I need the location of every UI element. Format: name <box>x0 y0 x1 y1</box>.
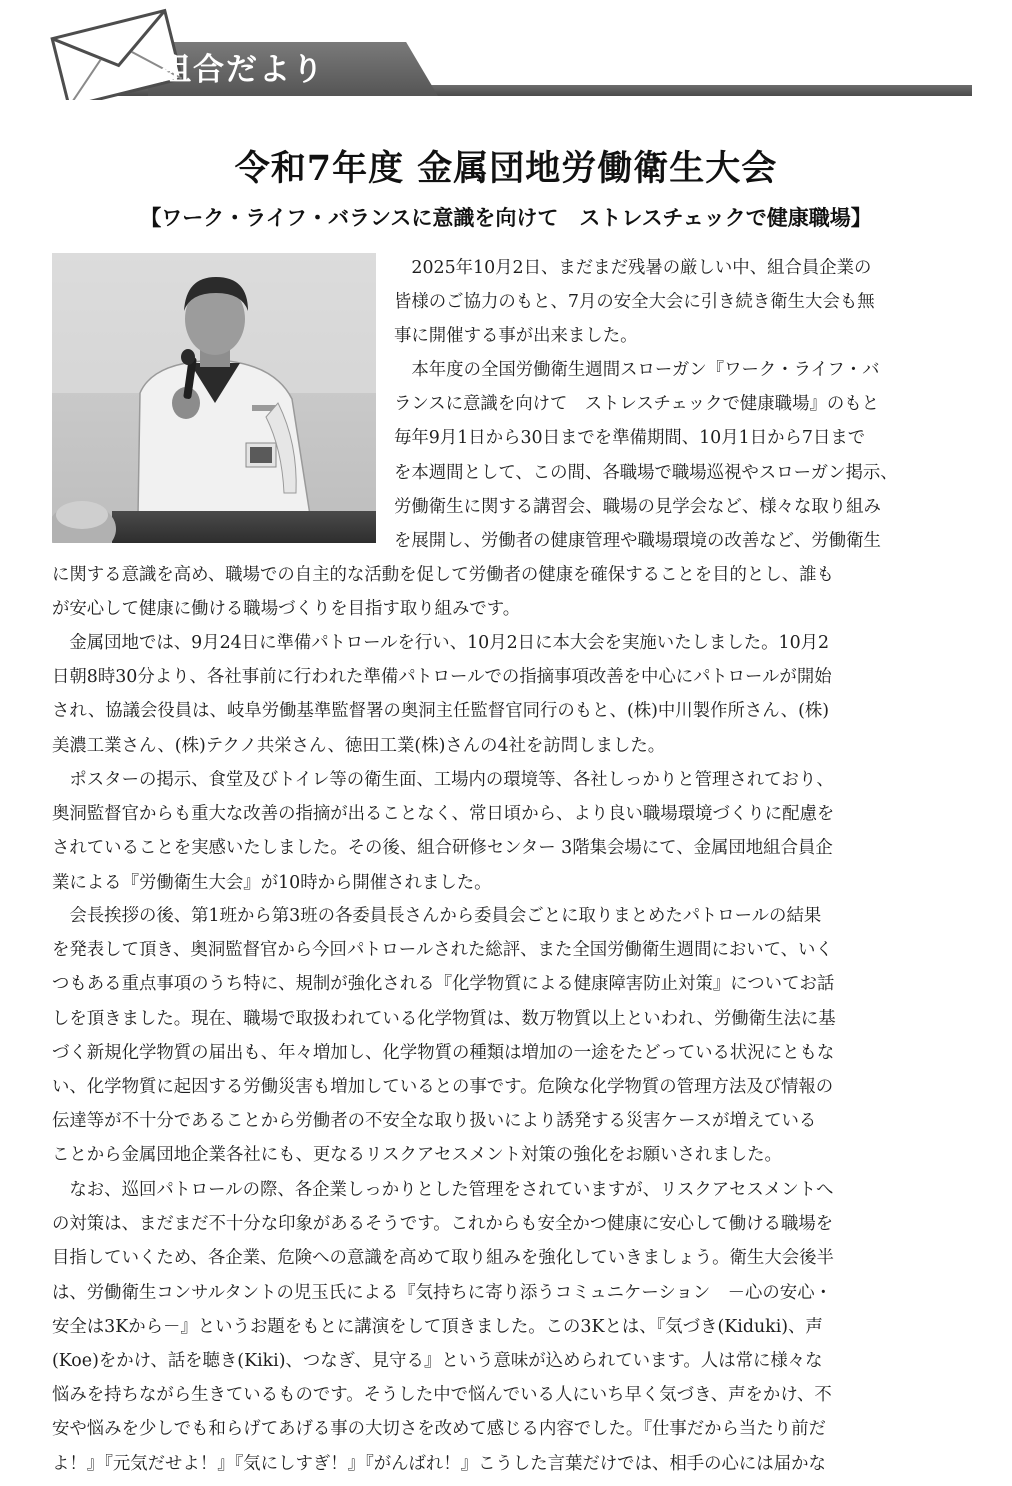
article-subtitle: 【ワーク・ライフ・バランスに意識を向けて ストレスチェックで健康職場】 <box>140 206 872 230</box>
paragraph-lecture: なお、巡回パトロールの際、各企業しっかりとした管理をされていますが、リスクアセスメントへ の対策は、まだまだ不十分な印象があるそうです。これからも安全かつ健康に安心して働ける職場を 目指していくため、各企業、危険への意識を高めて取り組みを強化していきましょう。衛生大会後半 は、労働衛生コンサルタントの児玉氏による『気持ちに寄り添うコミュニケーション －心の安心・ 安全は3Kから－』というお題をもとに講演をして頂きました。この3Kとは、『気づき(Kiduki)、声 (Koe)をかけ、話を聴き(Kiki)、つなぎ、見守る』という意味が込められています。人は常に様々な 悩みを持ちながら生きているものです。そうした中で悩んでいる人にいち早く気づき、声をかけ、不 安や悩みを少しでも和らげてあげる事の大切さを改めて感じる内容でした。『仕事だから当たり前だ よ！』『元気だせよ！』『気にしすぎ！』『がんばれ！』こうした言葉だけでは、相手の心には届かな <box>52 1180 834 1474</box>
paragraph-slogan-continued: に関する意識を高め、職場での自主的な活動を促して労働者の健康を確保することを目的とし、誰も が安心して健康に働ける職場づくりを目指す取り組みです。 <box>52 565 834 620</box>
speaker-with-microphone-photo <box>52 253 376 543</box>
paragraph-chemicals: 会長挨拶の後、第1班から第3班の各委員長さんから委員会ごとに取りまとめたパトロールの結果 を発表して頂き、奥洞監督官から今回パトロールされた総評、また全国労働衛生週間において、いく つもある重点事項のうち特に、規制が強化される『化学物質による健康障害防止対策』についてお話 しを頂きました。現在、職場で取扱われている化学物質は、数万物質以上といわれ、労働衛生法に基 づく新規化学物質の届出も、年々増加し、化学物質の種類は増加の一途をたどっている状況にともな い、化学物質に起因する労働災害も増加しているとの事です。危険な化学物質の管理方法及び情報の 伝達等が不十分であることから労働者の不安全な取り扱いにより誘発する災害ケースが増えている ことから金属団地企業各社にも、更なるリスクアセスメント対策の強化をお願いされました。 <box>52 906 836 1166</box>
section-header <box>48 8 972 98</box>
speaker-photo <box>52 253 376 543</box>
article-title: 令和7年度 金属団地労働衛生大会 <box>234 148 778 189</box>
paragraph-intro: 2025年10月2日、まだまだ残暑の厳しい中、組合員企業の 皆様のご協力のもと、7月の安全大会に引き続き衛生大会も無 事に開催する事が出来ました。 <box>394 258 875 347</box>
paragraph-inspection: ポスターの掲示、食堂及びトイレ等の衛生面、工場内の環境等、各社しっかりと管理されており、 奥洞監督官からも重大な改善の指摘が出ることなく、常日頃から、より良い職場環境づくりに配慮を されていることを実感いたしました。その後、組合研修センター 3階集会場にて、金属団地組合員企 業による『労働衛生大会』が10時から開催されました。 <box>52 770 835 893</box>
paragraph-slogan: 本年度の全国労働衛生週間スローガン『ワーク・ライフ・バ ランスに意識を向けて ストレスチェックで健康職場』のもと 毎年9月1日から30日までを準備期間、10月1日から7日まで を本週間として、この間、各職場で職場巡視やスローガン掲示、 労働衛生に関する講習会、職場の見学会など、様々な取り組み を展開し、労働者の健康管理や職場環境の改善など、労働衛生 <box>394 360 898 552</box>
section-label: 組合だより <box>160 52 325 88</box>
paragraph-patrol: 金属団地では、9月24日に準備パトロールを行い、10月2日に本大会を実施いたしました。10月2 日朝8時30分より、各社事前に行われた準備パトロールでの指摘事項改善を中心にパトロールが開始 され、協議会役員は、岐阜労働基準監督署の奥洞主任監督官同行のもと、(株)中川製作所さん、(株) 美濃工業さん、(株)テクノ共栄さん、徳田工業(株)さんの4社を訪問しました。 <box>52 633 832 756</box>
